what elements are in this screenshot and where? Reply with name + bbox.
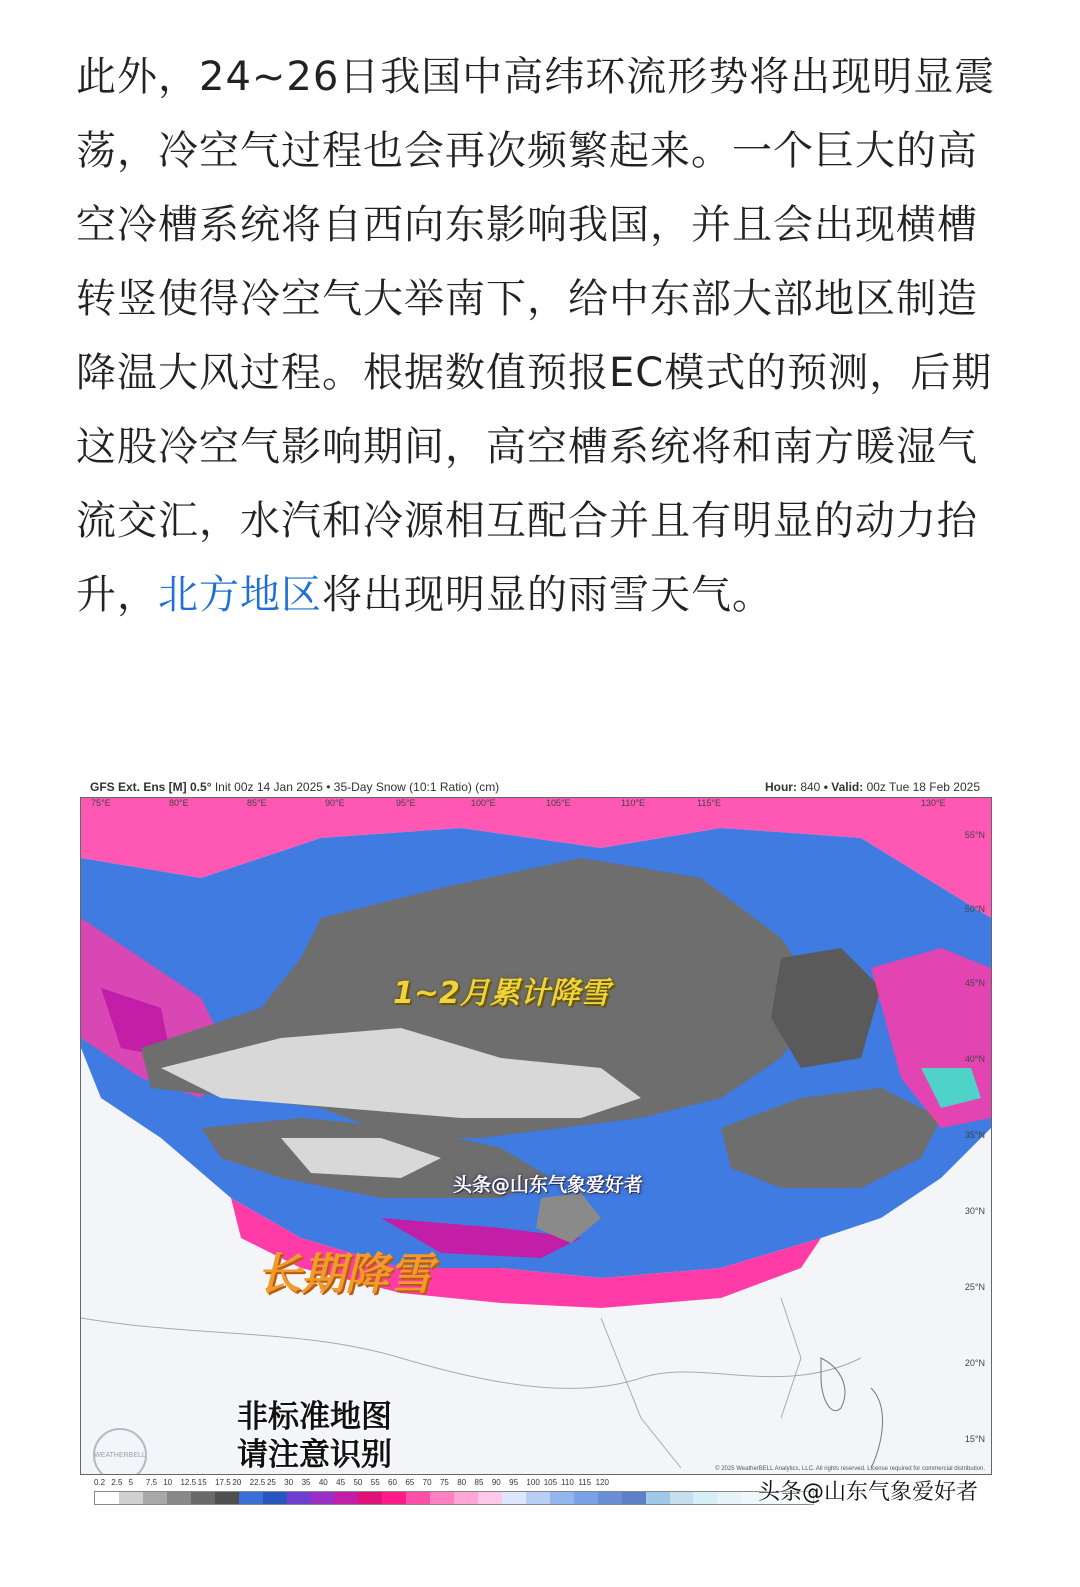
lat-label: 50°N (964, 904, 985, 914)
scale-tick-label: 55 (370, 1478, 380, 1487)
snow-forecast-figure (80, 770, 992, 1516)
scale-tick-label: 0.2 (94, 1478, 106, 1487)
scale-labels (94, 1478, 814, 1491)
scale-color-swatch (263, 1492, 287, 1504)
snow-map (80, 797, 992, 1475)
scale-tick-label: 80 (457, 1478, 467, 1487)
scale-color-swatch (646, 1492, 670, 1504)
scale-color-swatch (550, 1492, 574, 1504)
lat-label: 15°N (964, 1434, 985, 1444)
scale-color-swatch (693, 1492, 717, 1504)
scale-color-swatch (334, 1492, 358, 1504)
lon-label: 90°E (325, 798, 345, 808)
scale-tick-label: 12.5 (180, 1478, 197, 1487)
lon-label: 80°E (169, 798, 189, 808)
scale-tick-label: 10 (163, 1478, 173, 1487)
scale-tick-label: 110 (561, 1478, 574, 1487)
hour-value: 840 (800, 780, 821, 794)
long-term-snow-caption: 长期降雪 (257, 1249, 433, 1300)
scale-tick-label: 105 (543, 1478, 558, 1487)
scale-color-swatch (406, 1492, 430, 1504)
lon-label: 130°E (921, 798, 946, 808)
scale-tick-label: 90 (491, 1478, 501, 1487)
scale-color-swatch (239, 1492, 263, 1504)
color-scale (94, 1478, 814, 1510)
article-text-before: 此外，24~26日我国中高纬环流形势将出现明显震荡，冷空气过程也会再次频繁起来。一个巨大的高空冷槽系统将自西向东影响我国，并且会出现横槽转竖使得冷空气大举南下，给中东部大部地区制造降温大风过程。根据数值预报EC模式的预测，后期这股冷空气影响期间，高空槽系统将和南方暖湿气流交汇，水汽和冷源相互配合并且有明显的动力抬升， (76, 54, 996, 618)
scale-color-swatch (191, 1492, 215, 1504)
scale-tick-label: 17.5 (215, 1478, 231, 1487)
scale-tick-label: 35 (301, 1478, 311, 1487)
scale-color-swatch (95, 1492, 119, 1504)
scale-color-swatch (670, 1492, 694, 1504)
lon-label: 105°E (546, 798, 571, 808)
scale-bar (94, 1491, 814, 1505)
weatherbell-logo: WEATHERBELL (93, 1428, 147, 1475)
scale-color-swatch (287, 1492, 311, 1504)
model-name: GFS Ext. Ens [M] 0.5° (90, 780, 212, 794)
lon-label: 100°E (471, 798, 496, 808)
hour-label: Hour: (764, 780, 797, 794)
model-init: Init 00z 14 Jan 2025 • 35-Day Snow (10:1 Ratio) (cm) (214, 780, 500, 794)
scale-color-swatch (382, 1492, 406, 1504)
valid-value: 00z Tue 18 Feb 2025 (866, 780, 980, 794)
lon-label: 110°E (621, 798, 645, 808)
scale-color-swatch (598, 1492, 622, 1504)
lat-label: 35°N (964, 1130, 985, 1140)
scale-color-swatch (622, 1492, 646, 1504)
scale-tick-label: 50 (353, 1478, 363, 1487)
scale-tick-label: 120 (595, 1478, 609, 1487)
scale-color-swatch (574, 1492, 598, 1504)
scale-color-swatch (430, 1492, 454, 1504)
scale-color-swatch (717, 1492, 741, 1504)
scale-tick-label: 45 (336, 1478, 346, 1487)
nonstandard-map-warning (237, 1398, 392, 1474)
cumulative-snow-caption: 1~2月累计降雪 (393, 976, 610, 1011)
scale-tick-label: 40 (318, 1478, 328, 1487)
scale-color-swatch (358, 1492, 382, 1504)
scale-tick-label: 5 (128, 1478, 134, 1487)
scale-tick-label: 100 (526, 1478, 540, 1487)
northern-region-link[interactable]: 北方地区 (158, 572, 322, 618)
lat-label: 30°N (964, 1206, 985, 1216)
scale-tick-label: 115 (578, 1478, 592, 1487)
article-text (76, 40, 1006, 632)
copyright-notice: © 2025 WeatherBELL Analytics, LLC. All rights reserved. License required for commercial distribution. (715, 1466, 985, 1472)
scale-tick-label: 70 (422, 1478, 432, 1487)
scale-tick-label: 30 (284, 1478, 294, 1487)
lon-label: 85°E (247, 798, 267, 808)
scale-color-swatch (454, 1492, 478, 1504)
scale-color-swatch (143, 1492, 167, 1504)
lon-label: 115°E (697, 798, 721, 808)
lat-label: 20°N (964, 1358, 985, 1368)
lat-label: 25°N (964, 1282, 985, 1292)
lat-label: 45°N (964, 978, 985, 988)
scale-color-swatch (310, 1492, 334, 1504)
lon-label: 75°E (91, 798, 111, 808)
scale-tick-label: 60 (388, 1478, 397, 1487)
figure-header (90, 776, 980, 798)
scale-tick-label: 85 (474, 1478, 484, 1487)
scale-color-swatch (526, 1492, 550, 1504)
scale-color-swatch (119, 1492, 143, 1504)
article-paragraph (76, 40, 1006, 632)
scale-tick-label: 65 (405, 1478, 415, 1487)
scale-tick-label: 75 (439, 1478, 449, 1487)
scale-color-swatch (215, 1492, 239, 1504)
article-text-after: 将出现明显的雨雪天气。 (322, 572, 773, 618)
scale-tick-label: 22.5 (249, 1478, 266, 1487)
scale-tick-label: 2.5 (111, 1478, 123, 1487)
figure-header-right (765, 780, 980, 794)
warning-line-2: 请注意识别 (237, 1437, 392, 1473)
figure-header-left (90, 780, 499, 794)
scale-tick-label: 7.5 (145, 1478, 158, 1487)
lat-label: 55°N (964, 830, 985, 840)
warning-line-1: 非标准地图 (237, 1399, 392, 1435)
scale-tick-label: 15 (197, 1478, 207, 1487)
scale-color-swatch (502, 1492, 526, 1504)
lat-label: 40°N (964, 1054, 985, 1064)
scale-color-swatch (478, 1492, 502, 1504)
author-caption: 头条@山东气象爱好者 (453, 1174, 644, 1196)
source-watermark: 头条@山东气象爱好者 (757, 1480, 978, 1505)
scale-tick-label: 95 (509, 1478, 519, 1487)
scale-color-swatch (167, 1492, 191, 1504)
lon-label: 95°E (396, 798, 416, 808)
scale-tick-label: 20 (232, 1478, 242, 1487)
valid-label: • Valid: (823, 780, 864, 794)
scale-tick-label: 25 (266, 1478, 276, 1487)
snow-map-graphic (81, 798, 991, 1474)
